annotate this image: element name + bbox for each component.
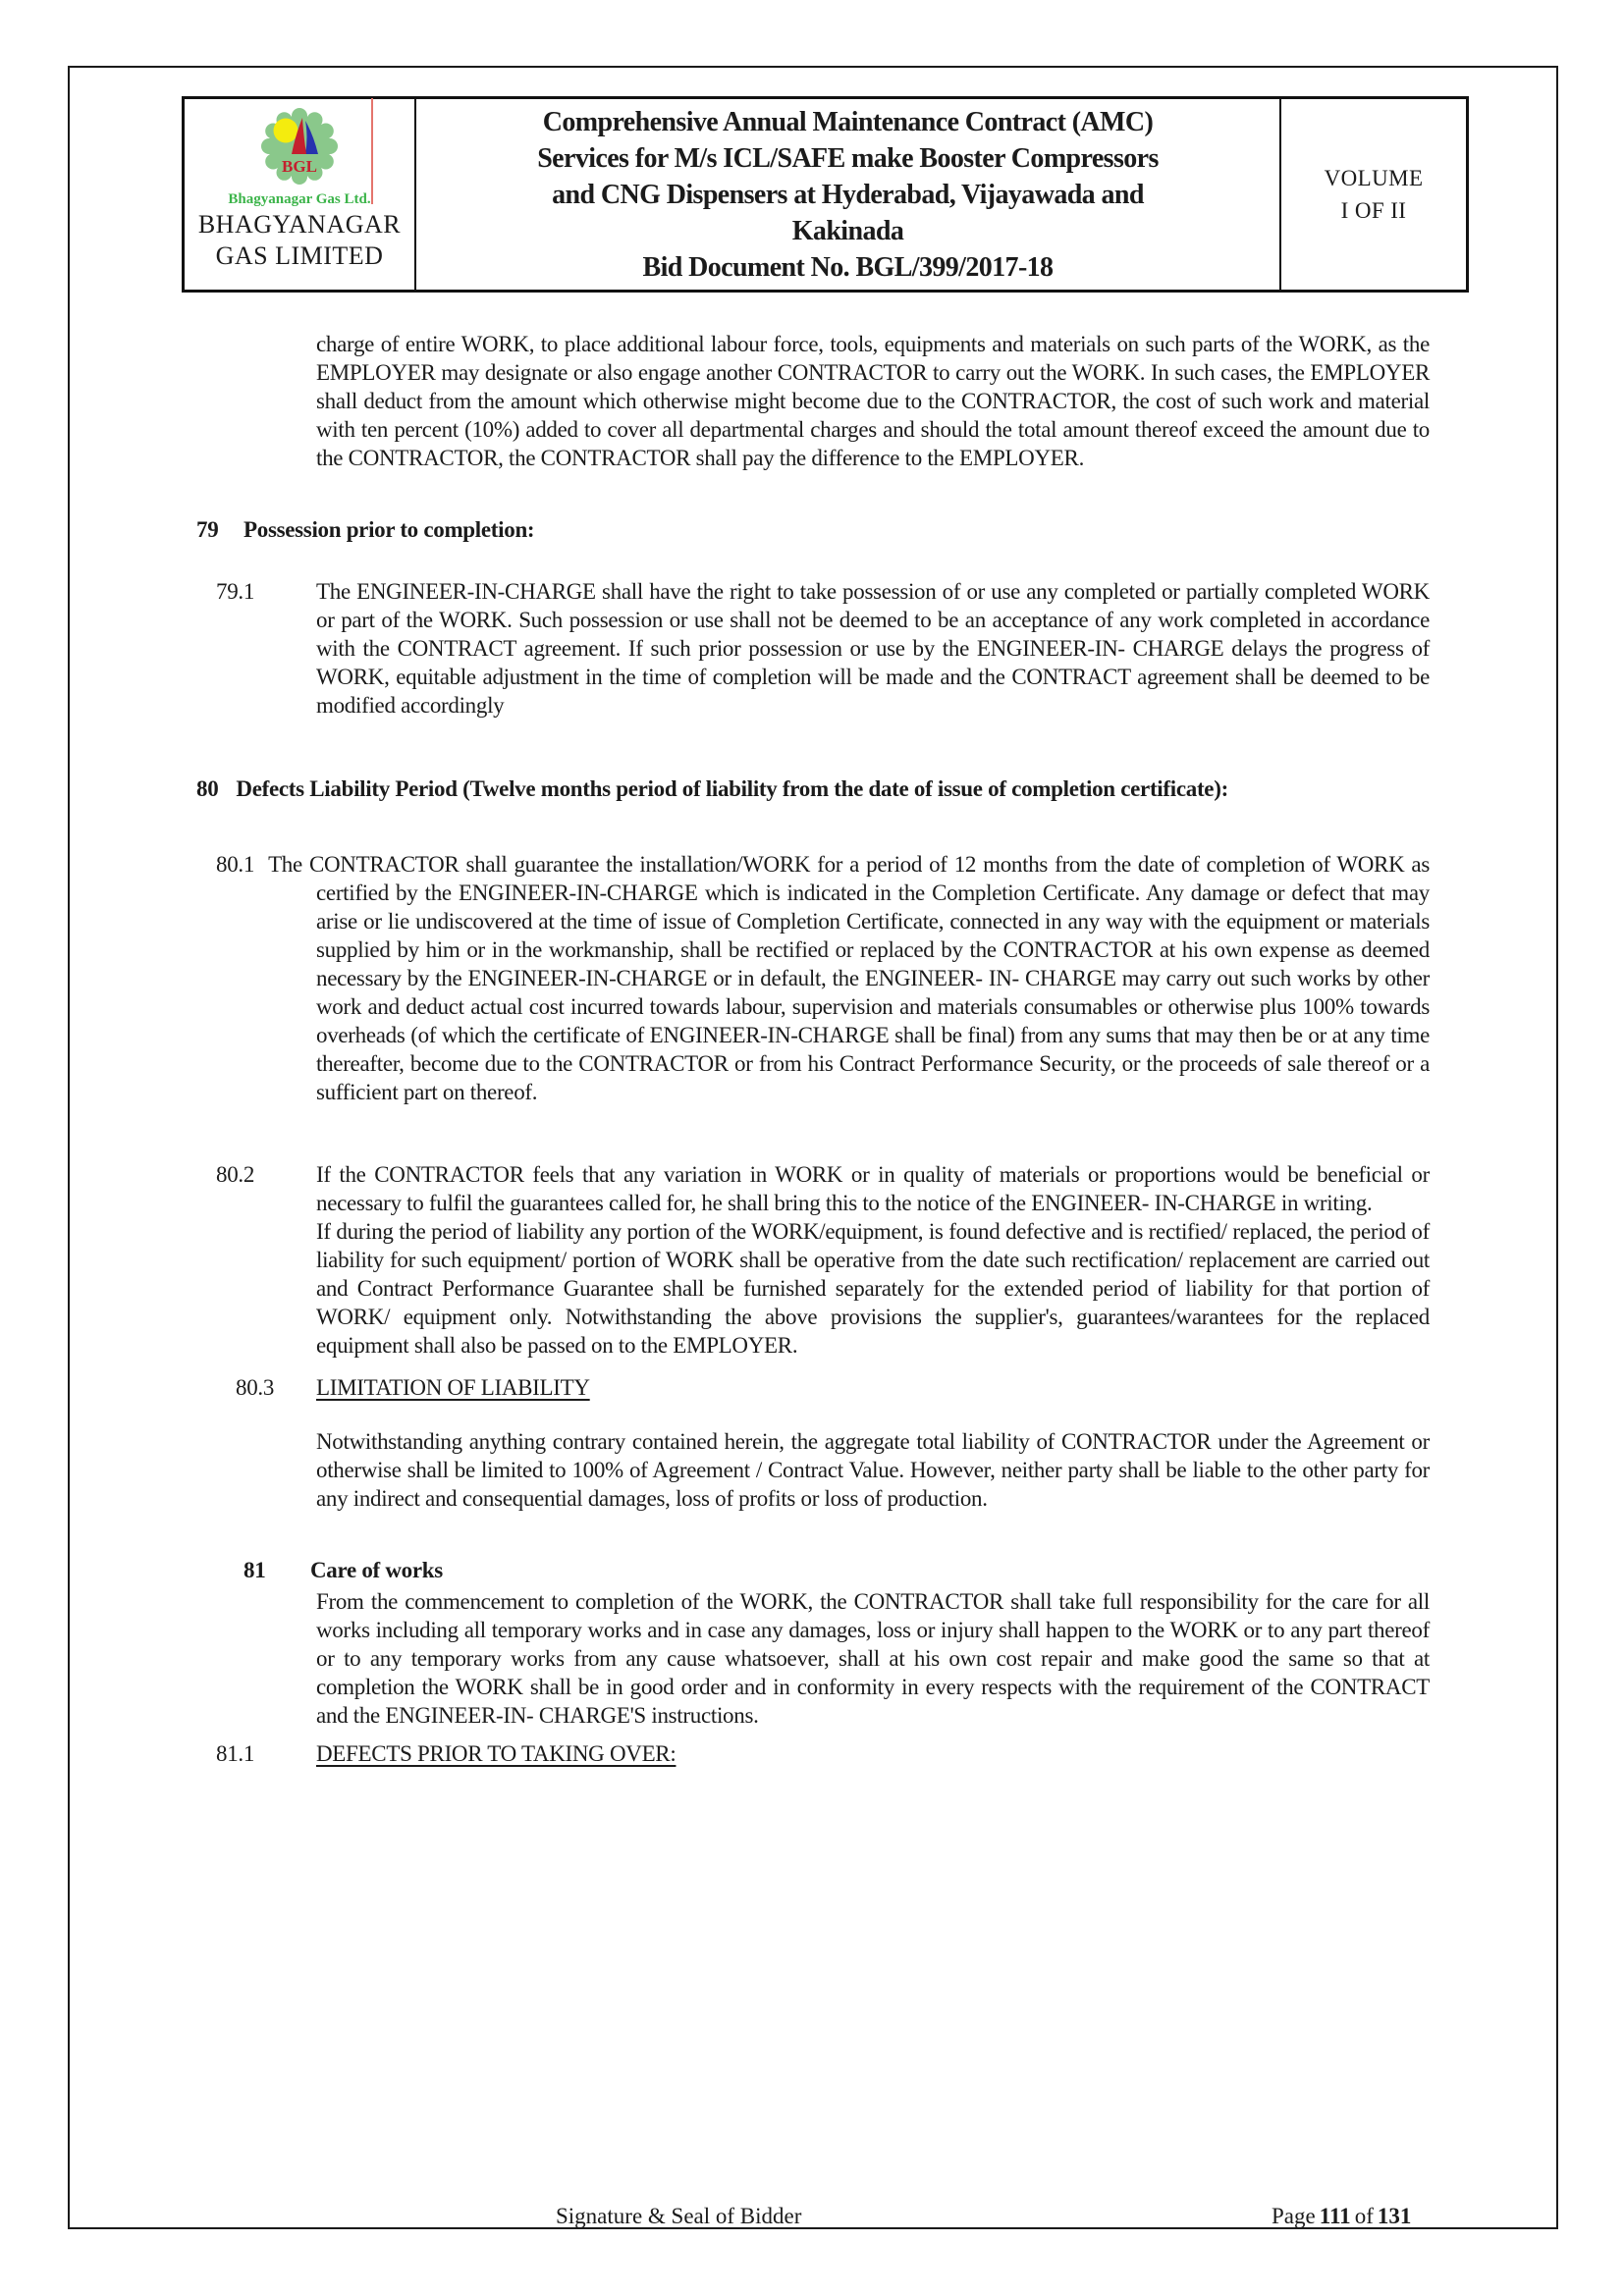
header-table xyxy=(182,96,1469,293)
document-title-line: and CNG Dispensers at Hyderabad, Vijayawada and xyxy=(552,179,1144,210)
clause-80-3-heading xyxy=(196,1373,1430,1402)
bid-document-number: Bid Document No. BGL/399/2017-18 xyxy=(642,251,1054,283)
footer-page-total: 131 xyxy=(1377,2204,1412,2228)
document-title-line: Comprehensive Annual Maintenance Contract (AMC) xyxy=(542,106,1154,137)
clause-80-3-text: Notwithstanding anything contrary contained herein, the aggregate total liability of CONTRACTOR under the Agreement or otherwise shall be limited to 100% of Agreement / Contract Value. However, neither party shall be liable to the other party for any indirect and consequential damages, loss of profits or loss of production. xyxy=(316,1429,1430,1511)
section-81-heading xyxy=(196,1556,1430,1584)
section-80-heading xyxy=(196,774,1430,803)
clause-79-1-text: The ENGINEER-IN-CHARGE shall have the right to take possession of or use any completed or partially completed WORK or part of the WORK. Such possession or use shall not be deemed to be an acceptance of any work completed in accordance with the CONTRACT agreement. If such prior possession or use by the ENGINEER-IN- CHARGE delays the progress of WORK, equitable adjustment in the time of completion will be made and the CONTRACT agreement shall be deemed to be modified accordingly xyxy=(316,579,1430,718)
clause-79-1 xyxy=(196,577,1430,720)
clause-80-3-title: LIMITATION OF LIABILITY xyxy=(316,1375,590,1400)
document-title-cell xyxy=(416,99,1281,290)
section-81-title: Care of works xyxy=(310,1558,443,1582)
clause-80-1 xyxy=(216,850,1430,1106)
section-79-number: 79 xyxy=(196,517,219,542)
footer-page-current: 111 xyxy=(1319,2204,1351,2228)
section-79-heading xyxy=(196,515,1430,544)
document-title-line: Kakinada xyxy=(791,215,904,246)
volume-label-line1: VOLUME xyxy=(1324,166,1424,190)
footer-page-separator: of xyxy=(1354,2204,1374,2228)
footer-page-number xyxy=(1272,2202,1415,2230)
clause-80-2-paragraph-1: If the CONTRACTOR feels that any variation in WORK or in quality of materials or proportions would be beneficial or necessary to fulfil the guarantees called for, he shall bring this to the notice of the ENGINEER- IN-CHARGE in writing. xyxy=(316,1162,1430,1215)
page-content xyxy=(196,330,1430,1768)
section-81-text: From the commencement to completion of the WORK, the CONTRACTOR shall take full responsibility for the care for all works including all temporary works and in case any damages, loss or injury shall happen to the WORK or to any part thereof or to any temporary works from any cause whatsoever, shall at his own cost repair and make good the same so that at completion the WORK shall be in good order and in conformity in every respects with the requirement of the CONTRACT and the ENGINEER-IN- CHARGE'S instructions. xyxy=(316,1589,1430,1728)
clause-80-1-text: The CONTRACTOR shall guarantee the installation/WORK for a period of 12 months from the date of completion of WORK as certified by the ENGINEER-IN-CHARGE which is indicated in the Completion Certificate. Any damage or defect that may arise or lie undiscovered at the time of issue of Completion Certificate, connected in any way with the equipment or materials supplied by him or in the workmanship, shall be rectified or replaced by the CONTRACTOR at his own expense as deemed necessary by the ENGINEER-IN-CHARGE or in default, the ENGINEER- IN- CHARGE may carry out such works by other work and deduct actual cost incurred towards labour, supervision and materials consumables or otherwise plus 100% towards overheads (of which the certificate of ENGINEER-IN-CHARGE shall be final) from any sums that may then be or at any time thereafter, become due to the CONTRACTOR or from his Contract Performance Security, or the proceeds of sale thereof or a sufficient part on thereof. xyxy=(268,852,1430,1104)
section-79-title: Possession prior to completion: xyxy=(244,517,535,542)
section-81-number: 81 xyxy=(244,1558,266,1582)
clause-79-1-number: 79.1 xyxy=(216,579,255,604)
logo-caption: Bhagyanagar Gas Ltd. xyxy=(228,191,371,207)
scan-artifact-line xyxy=(371,98,373,204)
clause-80-1-number: 80.1 xyxy=(216,852,255,877)
clause-81-1-title: DEFECTS PRIOR TO TAKING OVER: xyxy=(316,1741,677,1766)
company-name-line2: GAS LIMITED xyxy=(215,241,384,270)
section-80-title: Defects Liability Period (Twelve months period of liability from the date of issue of completion certificate): xyxy=(236,776,1228,801)
volume-cell xyxy=(1281,99,1466,290)
logo-monogram: BGL xyxy=(282,157,317,176)
volume-label-line2: I OF II xyxy=(1340,198,1407,223)
document-title-line: Services for M/s ICL/SAFE make Booster Compressors xyxy=(537,142,1159,174)
clause-80-2-number: 80.2 xyxy=(216,1162,255,1187)
clause-80-3-number: 80.3 xyxy=(236,1375,275,1400)
clause-81-1-number: 81.1 xyxy=(216,1741,255,1766)
company-name-line1: BHAGYANAGAR xyxy=(197,210,402,239)
intro-paragraph: charge of entire WORK, to place additional labour force, tools, equipments and materials on such parts of the WORK, as the EMPLOYER may designate or also engage another CONTRACTOR to carry out the WORK. In such cases, the EMPLOYER shall deduct from the amount which otherwise might become due to the CONTRACTOR, the cost of such work and material with ten percent (10%) added to cover all departmental charges and should the total amount thereof exceed the amount due to the CONTRACTOR, the CONTRACTOR shall pay the difference to the EMPLOYER. xyxy=(316,332,1430,470)
footer-page-prefix: Page xyxy=(1272,2204,1316,2228)
clause-80-2 xyxy=(196,1160,1430,1360)
clause-81-1-heading xyxy=(196,1739,1430,1768)
company-logo-icon xyxy=(234,103,365,193)
logo-cell xyxy=(185,99,416,290)
section-80-number: 80 xyxy=(196,776,219,801)
clause-80-2-paragraph-2: If during the period of liability any portion of the WORK/equipment, is found defective and is rectified/ replaced, the period of liability for such equipment/ portion of WORK shall be operative from the date such rectification/ replacement are carried out and Contract Performance Guarantee shall be furnished separately for the extended period of liability for that portion of WORK/ equipment only. Notwithstanding the above provisions the supplier's, guarantees/warantees for the replaced equipment shall also be passed on to the EMPLOYER. xyxy=(316,1219,1430,1358)
logo-sun-icon xyxy=(274,119,298,143)
footer-signature-label: Signature & Seal of Bidder xyxy=(556,2204,802,2228)
